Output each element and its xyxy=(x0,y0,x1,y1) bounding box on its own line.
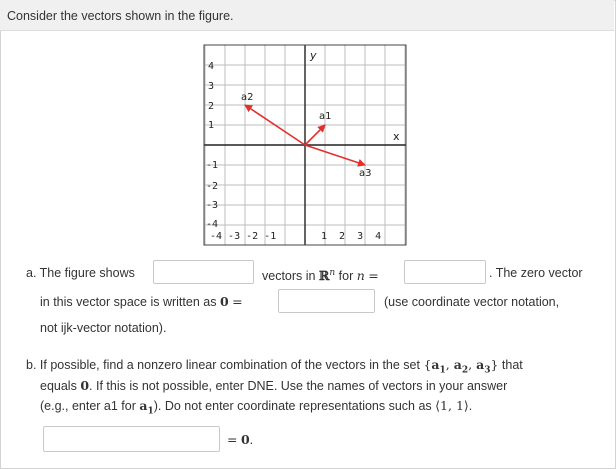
y-tick-neg1: -1 xyxy=(206,160,219,171)
y-tick-2: 2 xyxy=(208,101,215,112)
y-tick-3: 3 xyxy=(208,81,215,92)
rn-symbol: ℝ xyxy=(318,268,330,284)
part-a-text-5: in this vector space is written as 0 = xyxy=(40,294,243,309)
vector-count-input[interactable] xyxy=(153,260,254,284)
rn-exponent: n xyxy=(329,268,336,278)
part-a-text-6: (use coordinate vector notation, xyxy=(384,295,560,309)
linear-combination-input[interactable] xyxy=(43,426,220,452)
part-a-text-1: a. The figure shows xyxy=(26,266,135,280)
y-tick-neg2: -2 xyxy=(206,181,219,192)
question-prompt: Consider the vectors shown in the figure. xyxy=(7,9,234,23)
part-b-line-3: (e.g., enter a1 for $a_1$). Do not enter coordinate representations such as ⟨1, 1⟩. xyxy=(40,398,473,417)
zero-vector-symbol: 0 xyxy=(219,294,229,309)
part-b-line-2: equals 0. If this is not possible, enter DNE. Use the names of vectors in your answer xyxy=(40,378,508,393)
equals-sign: = xyxy=(368,268,379,284)
vector-label-a2: a2 xyxy=(241,92,254,103)
y-tick-neg4: -4 xyxy=(206,219,219,230)
part-b-line-1: b. If possible, find a nonzero linear combination of the vectors in the set {$a_1$, $a_2$, $a_3$} that xyxy=(26,357,523,376)
y-tick-1: 1 xyxy=(208,120,215,131)
x-ticks-positive: 1 2 3 4 xyxy=(321,231,382,242)
vector-label-a1: a1 xyxy=(319,111,332,122)
x-ticks-negative: -4 -3 -2 -1 xyxy=(210,231,277,242)
dimension-input[interactable] xyxy=(404,260,486,284)
part-a-text-4: . The zero vector xyxy=(489,266,583,280)
x-axis-label: x xyxy=(393,130,400,143)
y-tick-neg3: -3 xyxy=(206,200,219,211)
y-axis-label: y xyxy=(310,49,317,62)
part-a-text-2: vectors in ℝ$^n$ for n = xyxy=(262,268,379,284)
equals-zero: = 0. xyxy=(227,432,254,447)
vector-label-a3: a3 xyxy=(359,168,372,179)
part-a-text-7: not ijk-vector notation). xyxy=(40,321,167,335)
y-tick-4: 4 xyxy=(208,61,215,72)
zero-vector-input[interactable] xyxy=(278,289,375,313)
n-variable: n xyxy=(356,268,365,284)
coordinate-example: ⟨1, 1⟩ xyxy=(435,398,469,413)
